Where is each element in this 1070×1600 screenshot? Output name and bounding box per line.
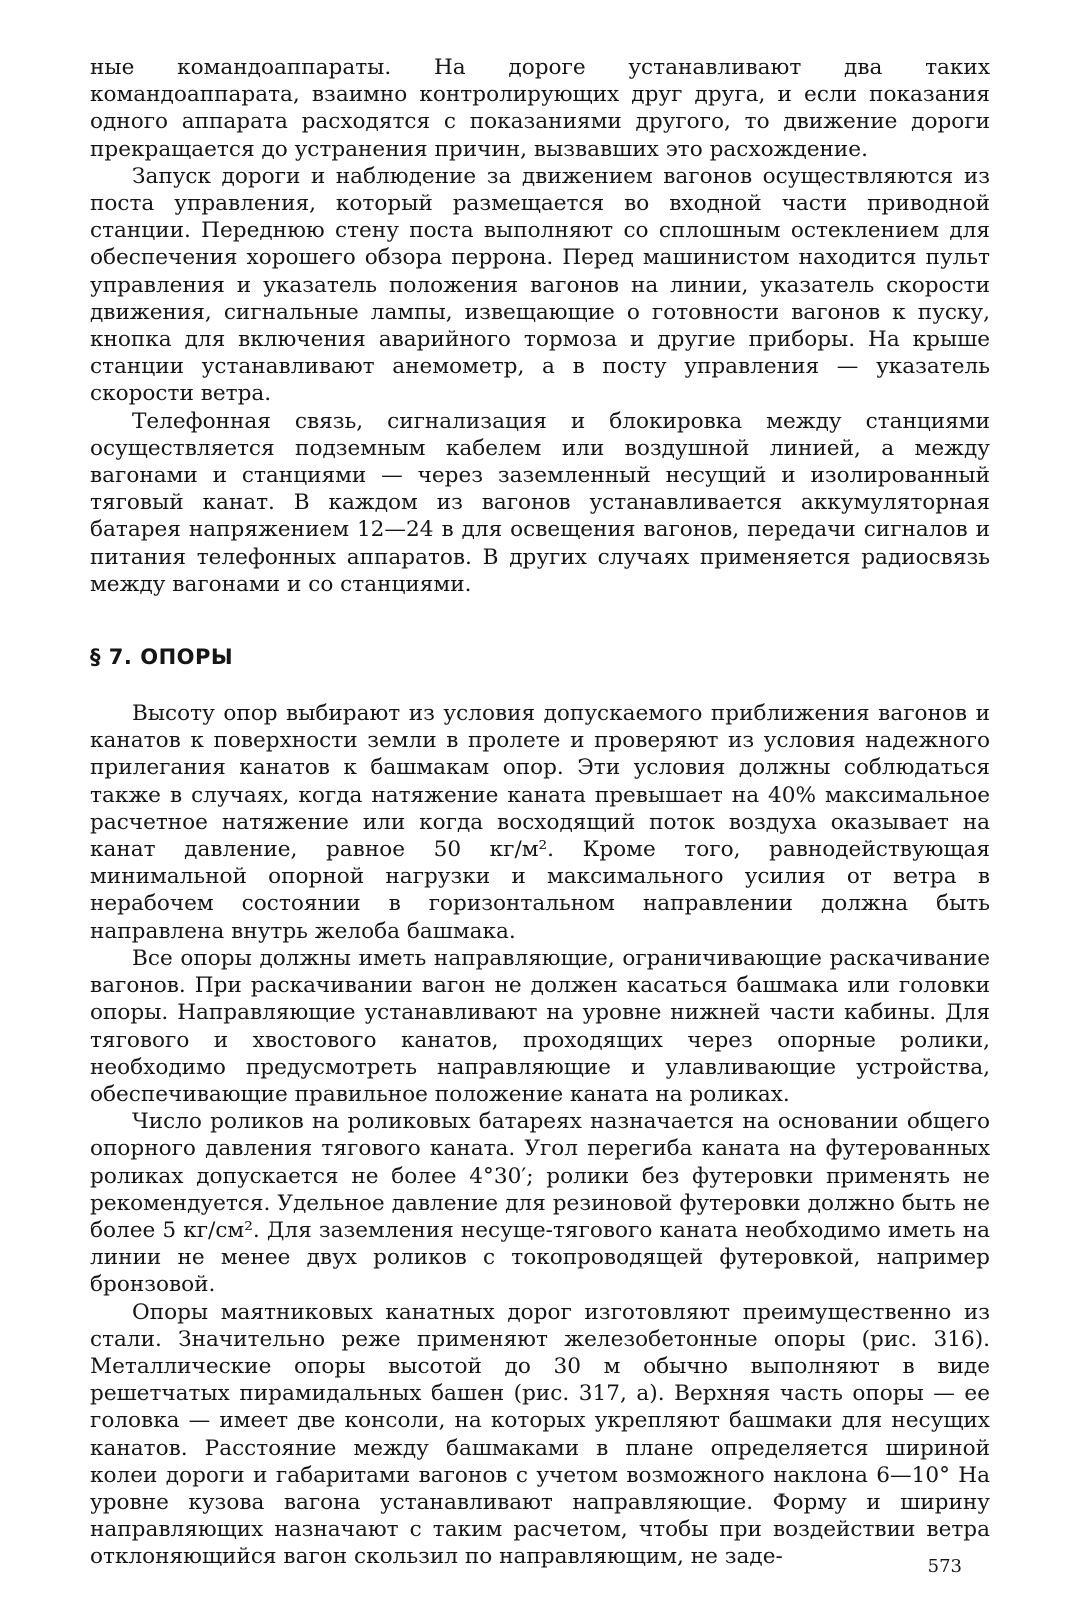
paragraph-telephone-link: Телефонная связь, сигнализация и блокировка между станциями осуществляется подземным кабелем или воздушной линией, а между вагонами и станциями — через заземленный несущий и изолированный тяговый канат. В каждом из вагонов устанавливается аккумуляторная батарея напряжением 12—24 в для освещения вагонов, передачи сигналов и питания телефонных аппаратов. В других случаях применяется радиосвязь между вагонами и со станциями. [90, 408, 990, 597]
paragraph-guides: Все опоры должны иметь направляющие, ограничивающие раскачивание вагонов. При раскачивании вагон не должен касаться башмака или головки опоры. Направляющие устанавливают на уровне нижней части кабины. Для тягового и хвостового канатов, проходящих через опорные ролики, необходимо предусмотреть направляющие и улавливающие устройства, обеспечивающие правильное положение каната на роликах. [90, 945, 990, 1107]
page-body [90, 54, 990, 1571]
paragraph-commandapparatus: ные командоаппараты. На дороге устанавливают два таких командоаппарата, взаимно контролирующих друг друга, и если показания одного аппарата расходятся с показаниями другого, то движение дороги прекращается до устранения причин, вызвавших это расхождение. [90, 55, 990, 162]
page-number: 573 [927, 1556, 962, 1577]
paragraph-rollers: Число роликов на роликовых батареях назначается на основании общего опорного давления тягового каната. Угол перегиба каната на футерованных роликах допускается не более 4°30′; ролики без футеровки применять не рекомендуется. Удельное давление для резиновой футеровки должно быть не более 5 кг/см². Для заземления несуще-тягового каната необходимо иметь на линии не менее двух роликов с токопроводящей футеровкой, например бронзовой. [90, 1109, 990, 1298]
paragraph-support-height: Высоту опор выбирают из условия допускаемого приближения вагонов и канатов к поверхности земли в пролете и проверяют из условия надежного прилегания канатов к башмакам опор. Эти условия должны соблюдаться также в случаях, когда натяжение каната превышает на 40% максимальное расчетное натяжение или когда восходящий поток воздуха оказывает на канат давление, равное 50 кг/м². Кроме того, равнодействующая минимальной опорной нагрузки и максимального усилия от ветра в нерабочем состоянии в горизонтальном направлении должна быть направлена внутрь желоба башмака. [90, 701, 990, 944]
paragraph-control-post: Запуск дороги и наблюдение за движением вагонов осуществляются из поста управления, который размещается во входной части приводной станции. Переднюю стену поста выполняют со сплошным остеклением для обеспечения хорошего обзора перрона. Перед машинистом находится пульт управления и указатель положения вагонов на линии, указатель скорости движения, сигнальные лампы, извещающие о готовности вагонов к пуску, кнопка для включения аварийного тормоза и другие приборы. На крыше станции устанавливают анемометр, а в посту управления — указатель скорости ветра. [90, 163, 990, 407]
paragraph-steel-supports: Опоры маятниковых канатных дорог изготовляют преимущественно из стали. Значительно реже применяют железобетонные опоры (рис. 316). Металлические опоры высотой до 30 м обычно выполняют в виде решетчатых пирамидальных башен (рис. 317, а). Верхняя часть опоры — ее головка — имеет две консоли, на которых укрепляют башмаки для несущих канатов. Расстояние между башмаками в плане определяется шириной колеи дороги и габаритами вагонов с учетом возможного наклона 6—10° На уровне кузова вагона устанавливают направляющие. Форму и ширину направляющих назначают с таким расчетом, чтобы при воздействии ветра отклоняющийся вагон скользил по направляющим, не заде- [90, 1299, 990, 1570]
section-heading: § 7. ОПОРЫ [90, 645, 234, 670]
